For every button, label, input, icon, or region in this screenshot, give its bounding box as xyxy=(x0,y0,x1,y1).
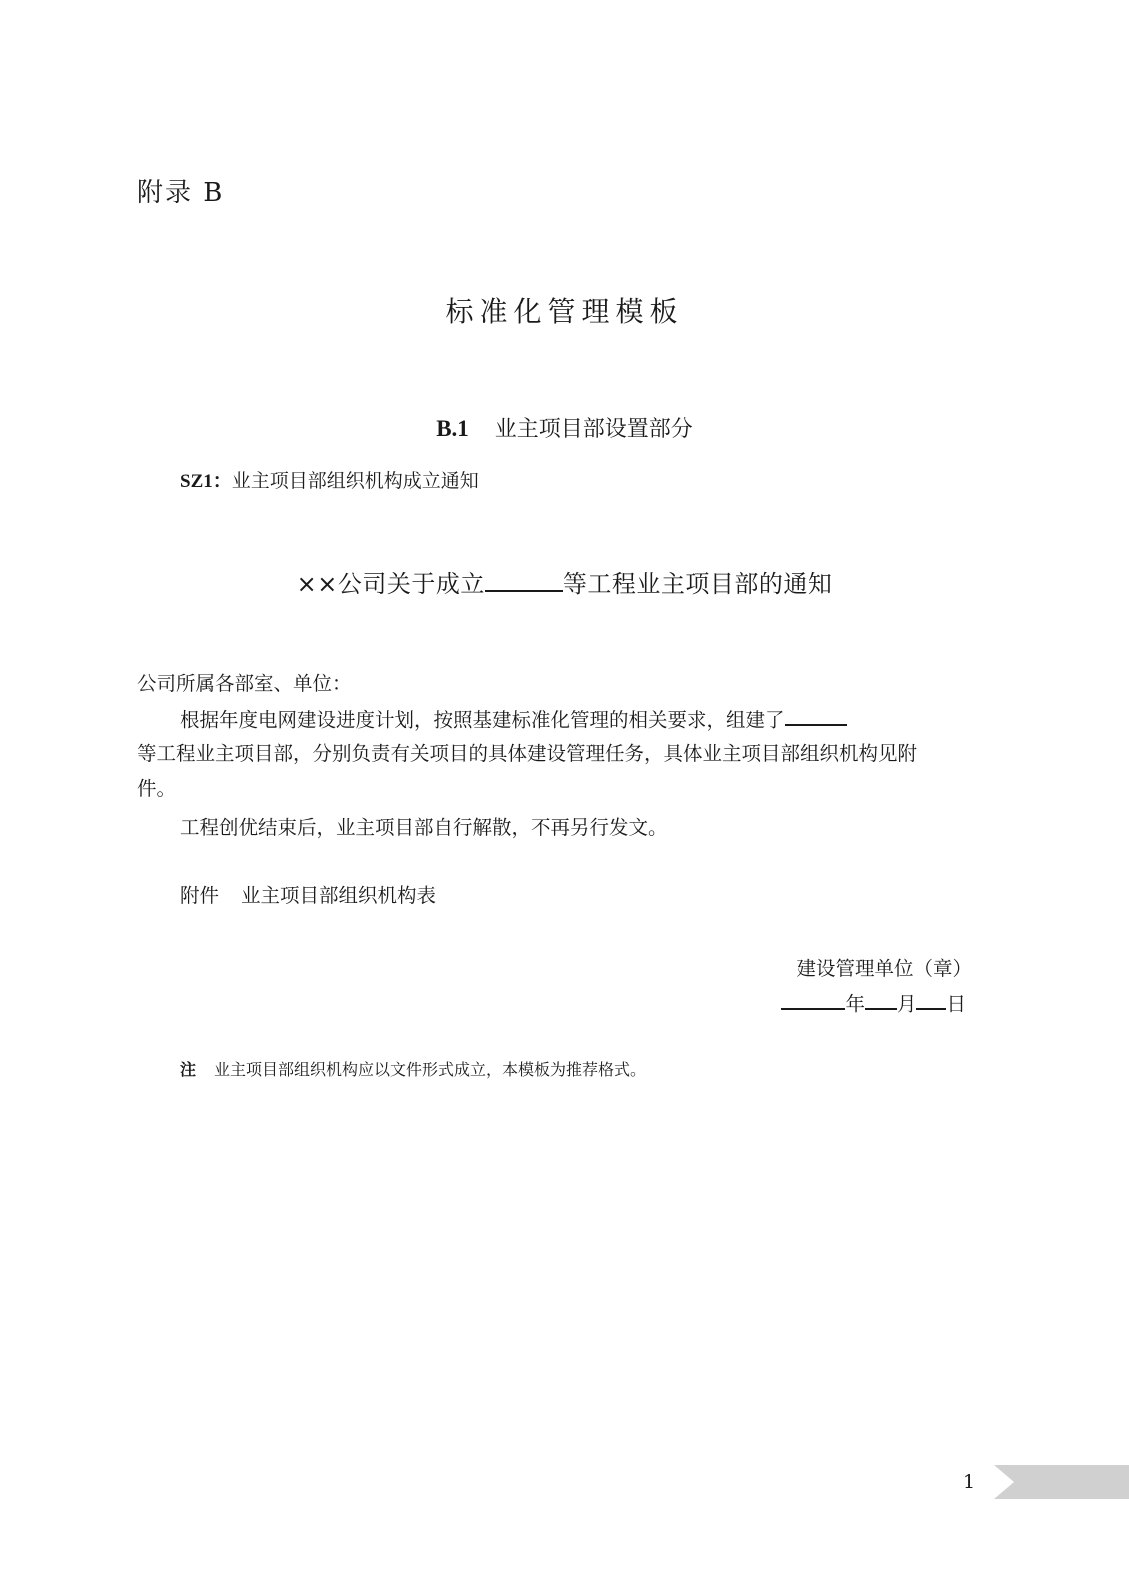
day-blank[interactable] xyxy=(916,988,946,1010)
year-label: 年 xyxy=(845,992,865,1016)
attachment-label: 附件 xyxy=(180,884,220,907)
notice-title-suffix: 等工程业主项目部的通知 xyxy=(562,570,833,598)
paragraph-1-line-3: 件。 xyxy=(137,777,177,800)
subsection-code: SZ1： xyxy=(180,471,232,492)
section-name: 业主项目部设置部分 xyxy=(494,417,693,442)
salutation: 公司所属各部室、单位： xyxy=(137,672,352,695)
document-title: 标准化管理模板 xyxy=(445,295,684,328)
paragraph-1-line-2: 等工程业主项目部，分别负责有关项目的具体建设管理任务，具体业主项目部组织机构见附 xyxy=(137,742,918,765)
appendix-heading: 附录 B xyxy=(137,178,225,208)
paragraph-1-line-1 xyxy=(180,704,847,732)
page-tab-arrow-icon xyxy=(994,1465,1129,1499)
attachment-name: 业主项目部组织机构表 xyxy=(241,884,437,907)
notice-title xyxy=(0,564,1129,599)
paragraph-2: 工程创优结束后，业主项目部自行解散，不再另行发文。 xyxy=(180,816,668,839)
project-name-blank[interactable] xyxy=(485,565,563,592)
signing-organization: 建设管理单位（章） xyxy=(796,957,972,980)
attachment-line xyxy=(180,880,436,908)
year-blank[interactable] xyxy=(781,988,845,1010)
note-text: 业主项目部组织机构应以文件形式成立，本模板为推荐格式。 xyxy=(214,1060,647,1079)
day-label: 日 xyxy=(946,992,966,1016)
note-label: 注 xyxy=(180,1060,197,1079)
month-blank[interactable] xyxy=(865,988,897,1010)
date-line xyxy=(781,988,966,1016)
month-label: 月 xyxy=(896,992,917,1016)
section-number: B.1 xyxy=(436,416,469,441)
subsection-name: 业主项目部组织机构成立通知 xyxy=(231,470,479,492)
notice-title-prefix: ××公司关于成立 xyxy=(296,570,485,598)
footnote xyxy=(180,1057,646,1080)
paragraph-1-text: 根据年度电网建设进度计划，按照基建标准化管理的相关要求，组建了 xyxy=(180,708,785,732)
projects-blank[interactable] xyxy=(785,704,847,726)
page-number: 1 xyxy=(963,1471,976,1493)
section-heading xyxy=(0,412,1129,443)
subsection-heading xyxy=(180,466,479,493)
